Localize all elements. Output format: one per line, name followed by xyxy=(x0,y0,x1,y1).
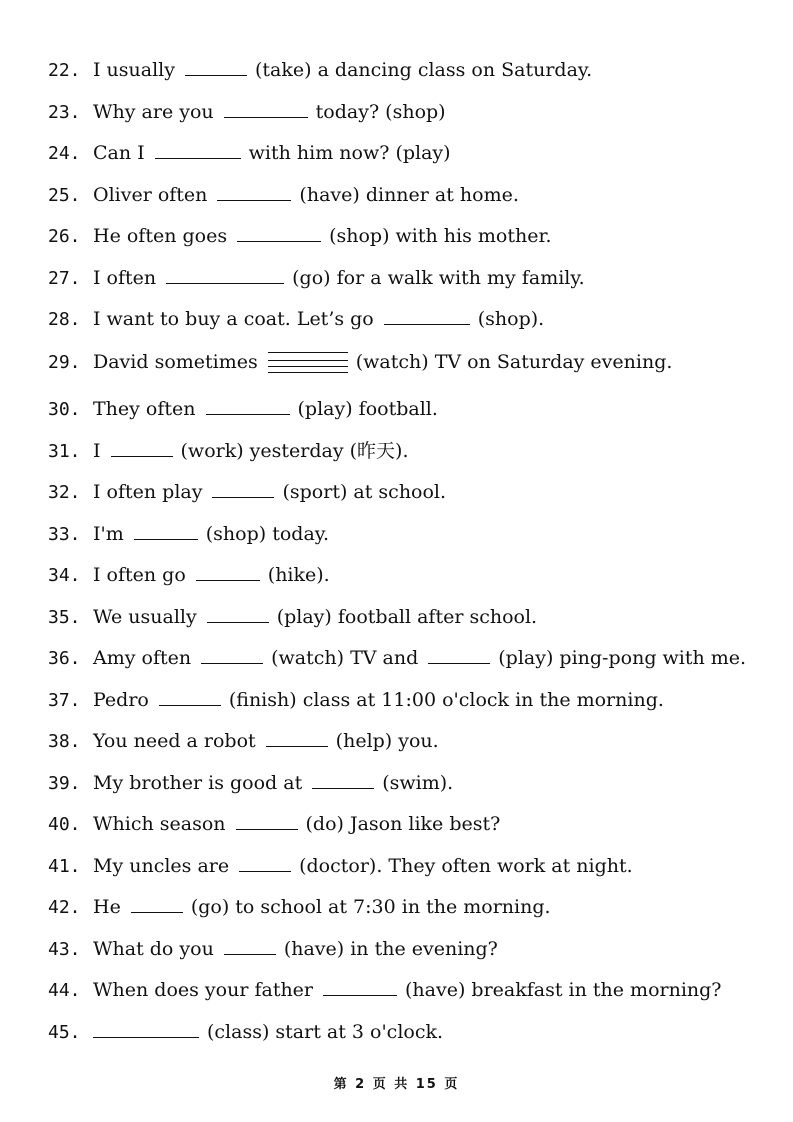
question-hint: (sport) at school. xyxy=(282,481,447,503)
question-item xyxy=(48,306,544,328)
question-hint: (work) yesterday (昨天). xyxy=(180,440,409,462)
question-number: 25. xyxy=(48,185,81,206)
question-item xyxy=(48,853,633,875)
answer-blank[interactable] xyxy=(155,140,241,159)
question-text: I often xyxy=(93,267,157,289)
answer-blank[interactable] xyxy=(323,977,397,996)
question-number: 28. xyxy=(48,309,81,330)
question-item xyxy=(48,894,551,916)
question-text: What do you xyxy=(93,938,214,960)
question-text: When does your father xyxy=(93,979,314,1001)
question-number: 22. xyxy=(48,60,81,81)
question-hint: (play) football. xyxy=(297,398,438,420)
question-text: My uncles are xyxy=(93,855,230,877)
question-text: David sometimes xyxy=(93,351,258,373)
question-text: Pedro xyxy=(93,689,149,711)
question-hint: (hike). xyxy=(267,564,330,586)
question-number: 27. xyxy=(48,268,81,289)
question-item xyxy=(48,140,451,162)
question-text: They often xyxy=(93,398,196,420)
answer-blank[interactable] xyxy=(217,182,291,201)
answer-blank[interactable] xyxy=(207,604,269,623)
question-item xyxy=(48,645,746,667)
answer-blank[interactable] xyxy=(239,853,291,872)
question-text: I usually xyxy=(93,59,175,81)
question-item xyxy=(48,521,329,543)
question-hint: (help) you. xyxy=(335,730,439,752)
question-number: 24. xyxy=(48,143,81,164)
answer-blank[interactable] xyxy=(196,562,260,581)
question-number: 26. xyxy=(48,226,81,247)
question-hint: (play) football after school. xyxy=(276,606,538,628)
question-hint: (class) start at 3 o'clock. xyxy=(207,1021,444,1043)
answer-blank[interactable] xyxy=(206,396,290,415)
question-item xyxy=(48,811,500,833)
question-hint: (shop) with his mother. xyxy=(329,225,552,247)
question-hint: (do) Jason like best? xyxy=(305,813,501,835)
question-text: We usually xyxy=(93,606,197,628)
question-hint: (have) dinner at home. xyxy=(299,184,519,206)
question-number: 32. xyxy=(48,482,81,503)
question-number: 33. xyxy=(48,524,81,545)
question-number: 35. xyxy=(48,607,81,628)
question-text: He xyxy=(93,896,121,918)
question-item xyxy=(48,479,446,501)
question-text: Oliver often xyxy=(93,184,208,206)
answer-blank[interactable] xyxy=(212,479,274,498)
question-item xyxy=(48,936,498,958)
question-item xyxy=(48,182,519,204)
question-hint: (finish) class at 11:00 o'clock in the morning. xyxy=(228,689,664,711)
page-footer: 第 2 页 共 15 页 xyxy=(333,1077,460,1092)
question-number: 36. xyxy=(48,648,81,669)
question-number: 34. xyxy=(48,565,81,586)
question-hint: (go) for a walk with my family. xyxy=(292,267,585,289)
answer-blank[interactable] xyxy=(224,99,308,118)
question-number: 39. xyxy=(48,773,81,794)
question-number: 29. xyxy=(48,352,81,373)
question-hint: (have) in the evening? xyxy=(283,938,498,960)
question-number: 42. xyxy=(48,897,81,918)
answer-blank[interactable] xyxy=(201,645,263,664)
answer-blank[interactable] xyxy=(237,223,321,242)
question-hint: (swim). xyxy=(382,772,454,794)
question-text: You need a robot xyxy=(93,730,256,752)
question-text: I often play xyxy=(93,481,203,503)
answer-blank[interactable] xyxy=(236,811,298,830)
question-text: My brother is good at xyxy=(93,772,303,794)
question-number: 23. xyxy=(48,102,81,123)
question-item xyxy=(48,351,672,373)
question-hint: (have) breakfast in the morning? xyxy=(405,979,722,1001)
question-item xyxy=(48,57,592,79)
answer-blank[interactable] xyxy=(268,352,348,374)
question-number: 43. xyxy=(48,939,81,960)
question-item xyxy=(48,265,585,287)
question-number: 44. xyxy=(48,980,81,1001)
answer-blank[interactable] xyxy=(159,687,221,706)
question-item xyxy=(48,1019,443,1041)
question-number: 41. xyxy=(48,856,81,877)
answer-blank[interactable] xyxy=(166,265,284,284)
answer-blank[interactable] xyxy=(111,438,173,457)
question-item xyxy=(48,977,721,999)
question-item xyxy=(48,728,439,750)
question-hint: (take) a dancing class on Saturday. xyxy=(254,59,593,81)
question-number: 31. xyxy=(48,441,81,462)
question-hint: (doctor). They often work at night. xyxy=(299,855,633,877)
question-number: 38. xyxy=(48,731,81,752)
question-item xyxy=(48,438,409,460)
question-item xyxy=(48,770,453,792)
answer-blank[interactable] xyxy=(93,1019,199,1038)
question-text: I often go xyxy=(93,564,186,586)
question-text: I want to buy a coat. Let’s go xyxy=(93,308,374,330)
question-hint: (play) ping-pong with me. xyxy=(498,647,747,669)
question-item xyxy=(48,396,438,418)
answer-blank[interactable] xyxy=(266,728,328,747)
question-hint: (shop). xyxy=(477,308,545,330)
question-text: Can I xyxy=(93,142,145,164)
question-item xyxy=(48,687,664,709)
answer-blank[interactable] xyxy=(384,306,470,325)
question-item xyxy=(48,99,446,121)
question-number: 45. xyxy=(48,1022,81,1043)
question-text: He often goes xyxy=(93,225,228,247)
question-text: Which season xyxy=(93,813,226,835)
question-hint: (watch) TV on Saturday evening. xyxy=(355,351,673,373)
question-hint: (shop) today. xyxy=(205,523,330,545)
question-hint: (go) to school at 7:30 in the morning. xyxy=(190,896,551,918)
question-text: I'm xyxy=(93,523,124,545)
question-text: Why are you xyxy=(93,101,214,123)
question-hint: with him now? (play) xyxy=(248,142,451,164)
answer-blank[interactable] xyxy=(131,894,183,913)
question-item xyxy=(48,223,552,245)
question-item xyxy=(48,604,537,626)
question-text: I xyxy=(93,440,101,462)
question-text: Amy often xyxy=(93,647,192,669)
question-number: 40. xyxy=(48,814,81,835)
question-number: 37. xyxy=(48,690,81,711)
answer-blank[interactable] xyxy=(134,521,198,540)
question-item xyxy=(48,562,330,584)
answer-blank[interactable] xyxy=(224,936,276,955)
answer-blank[interactable] xyxy=(428,645,490,664)
question-hint: today? (shop) xyxy=(315,101,446,123)
answer-blank[interactable] xyxy=(185,57,247,76)
answer-blank[interactable] xyxy=(312,770,374,789)
question-number: 30. xyxy=(48,399,81,420)
question-text: (watch) TV and xyxy=(271,647,419,669)
